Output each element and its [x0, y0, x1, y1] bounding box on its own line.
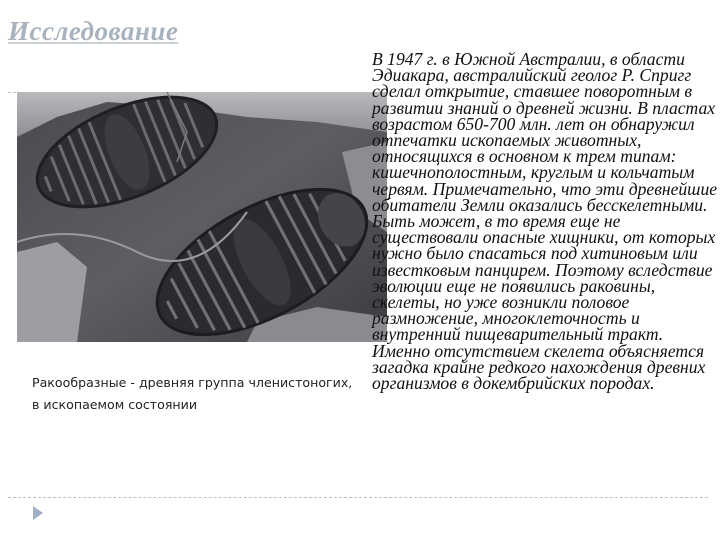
bottom-divider — [8, 497, 708, 498]
photo-caption: Ракообразные - древняя группа членистоногих, в ископаемом состоянии — [32, 375, 353, 412]
triangle-right-icon[interactable] — [32, 505, 44, 525]
trilobite-fossil-image — [17, 92, 387, 342]
fossil-photo — [17, 92, 387, 342]
main-text: В 1947 г. в Южной Австралии, в области Эдиакара, австралийский геолог Р. Спригг сделал открытие, ставшее поворотным в развитии знаний о древней жизни. В пластах возрастом 650-700 млн. лет он обнаружил отпечатки ископаемых животных, относящихся в основном к трем типам: кишечнополостным, круглым и кольчатым червям. Примечательно, что эти древнейшие обитатели Земли оказались бесскелетными. Быть может, в то время еще не существовали опасные хищники, от которых нужно было спасаться под хитиновым или известковым панцирем. Поэтому вследствие эволюции еще не появились раковины, скелеты, но уже возникли половое размножение, многоклеточность и внутренний пищеварительный тракт. Именно отсутствием скелета объясняется загадка крайне редкого нахождения древних организмов в докембрийских породах. — [372, 49, 718, 394]
slide-title: Исследование — [8, 16, 179, 46]
